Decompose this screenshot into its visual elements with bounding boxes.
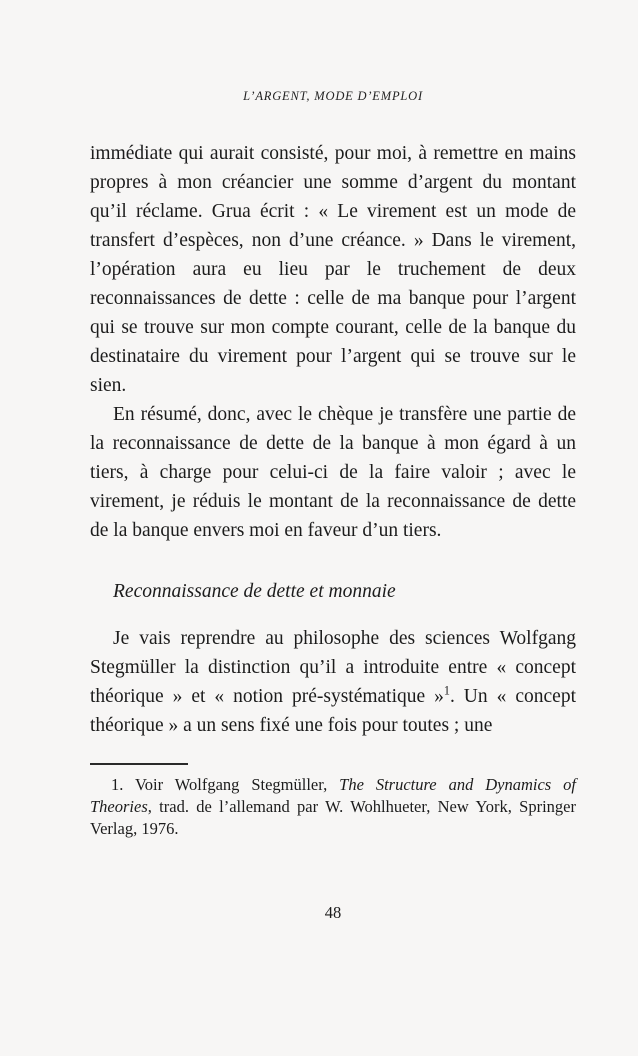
running-header: L’ARGENT, MODE D’EMPLOI (243, 89, 423, 103)
footnote-reference-marker: 1 (443, 683, 450, 698)
footnote-book-title: The Structure and Dynamics of Theories (90, 775, 576, 816)
paragraph-3 (90, 624, 576, 740)
footnote-separator-rule (90, 763, 188, 765)
footnote-1 (90, 774, 576, 840)
footnote-text-start: 1. Voir Wolfgang Stegmüller, (111, 775, 340, 794)
text-block (90, 139, 576, 840)
page-number: 48 (324, 903, 342, 922)
paragraph-3-text-before-note: Je vais reprendre au philosophe des sciences Wolfgang Stegmüller la distinction qu’il a introduite entre « concept théorique » et « notion pré-systématique » (90, 628, 576, 707)
section-heading: Reconnaissance de dette et monnaie (113, 581, 396, 602)
paragraph-2: En résumé, donc, avec le chèque je transfère une partie de la reconnaissance de dette de la banque à mon égard à un tiers, à charge pour celui-ci de la faire valoir ; avec le virement, je réduis le montant de la reconnaissance de dette de la banque envers moi en faveur d’un tiers. (90, 404, 576, 541)
paragraph-3-text-after-note: . Un « concept théorique » a un sens fixé une fois pour toutes ; une (90, 686, 576, 736)
footnote-text-end: , trad. de l’allemand par W. Wohlhueter, New York, Springer Verlag, 1976. (90, 797, 576, 838)
paragraph-1: immédiate qui aurait consisté, pour moi, à remettre en mains propres à mon créancier une somme d’argent du montant qu’il réclame. Grua écrit : « Le virement est un mode de transfert d’espèces, non d’une créance. » Dans le virement, l’opération aura eu lieu par le truchement de deux reconnaissances de dette : celle de ma banque pour l’argent qui se trouve sur mon compte courant, celle de la banque du destinataire du virement pour l’argent qui se trouve sur le sien. (90, 143, 576, 396)
